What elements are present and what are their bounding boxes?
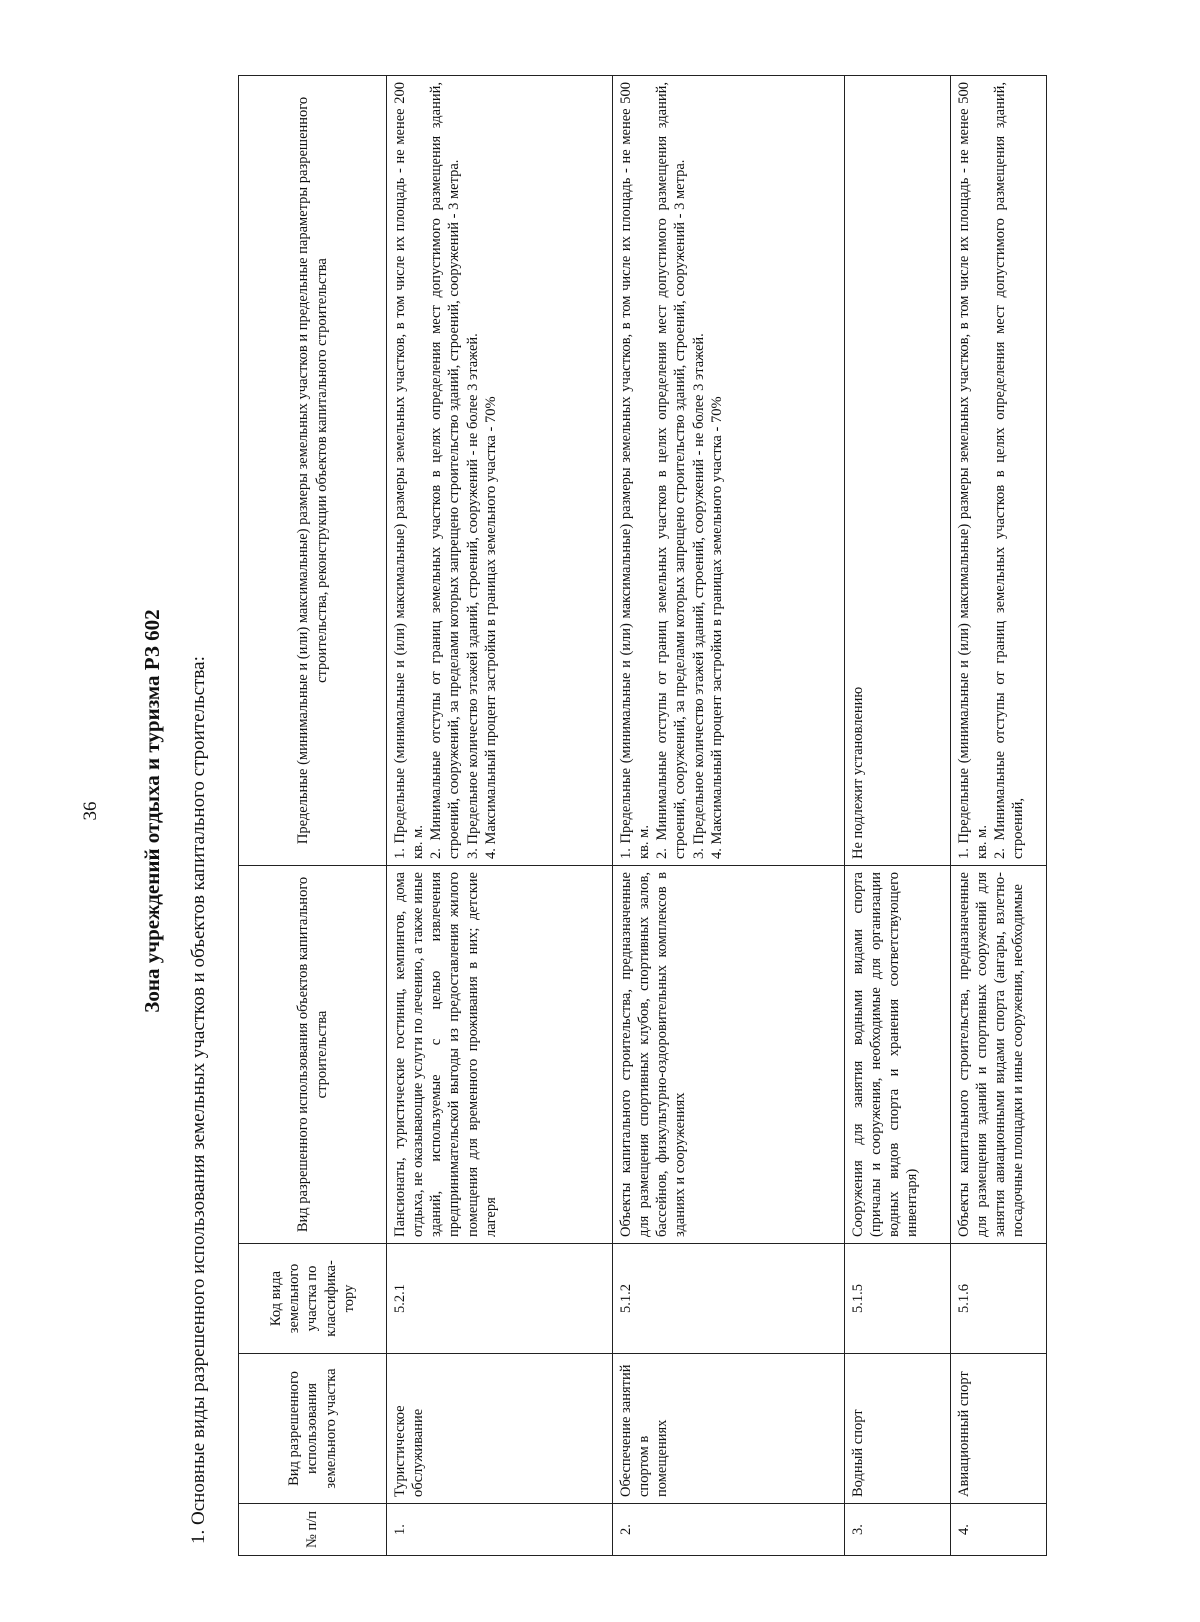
row-parameters	[845, 76, 951, 866]
param-line: 2. Минимальные отступы от границ земельных участков в целях определения мест допустимого размещения зданий, строений, сооружений, за пределами которых запрещено строительство зданий, строений, сооружений - 3 метра.	[428, 82, 463, 859]
table-row	[613, 76, 845, 1556]
param-line: Не подлежит установлению	[850, 686, 866, 859]
header-land-use: Вид разрешенного использования земельного участка	[239, 1354, 387, 1504]
param-line: 2. Минимальные отступы от границ земельных участков в целях определения мест допустимого размещения зданий, строений, сооружений, за пределами которых запрещено строительство зданий, строений, сооружений - 3 метра.	[654, 82, 689, 859]
row-code: 5.1.5	[845, 1244, 951, 1354]
row-object-use: Сооружения для занятия водными видами спорта (причалы и сооружения, необходимые для организации водных видов спорта и хранения соответствующего инвентаря)	[845, 866, 951, 1244]
table-row	[387, 76, 613, 1556]
row-code: 5.1.6	[951, 1244, 1047, 1354]
row-land-use: Авиационный спорт	[951, 1354, 1047, 1504]
header-num: № п/п	[239, 1504, 387, 1556]
param-line: 1. Предельные (минимальные и (или) максимальные) размеры земельных участков, в том числе их площадь - не менее 500 кв. м.	[956, 82, 991, 859]
zone-title: Зона учреждений отдыха и туризма РЗ 602	[140, 609, 164, 1013]
row-land-use: Обеспечение занятий спортом в помещениях	[613, 1354, 845, 1504]
table-row	[845, 76, 951, 1556]
section-subtitle: 1. Основные виды разрешенного использования земельных участков и объектов капитального строительства:	[188, 656, 209, 1544]
row-num: 1.	[387, 1504, 613, 1556]
row-num: 4.	[951, 1504, 1047, 1556]
table-header-row	[239, 76, 387, 1556]
row-parameters	[387, 76, 613, 866]
row-code: 5.1.2	[613, 1244, 845, 1354]
page-number: 36	[80, 801, 101, 821]
regulations-table	[238, 75, 1047, 1556]
row-object-use: Объекты капитального строительства, предназначенные для размещения зданий и спортивных сооружений для занятия авиационными видами спорта (ангары, взлетно-посадочные площадки и иные сооружения, необходимые	[951, 866, 1047, 1244]
param-line: 4. Максимальный процент застройки в границах земельного участка - 70%	[708, 396, 725, 859]
row-parameters	[951, 76, 1047, 866]
row-num: 3.	[845, 1504, 951, 1556]
param-line: 1. Предельные (минимальные и (или) максимальные) размеры земельных участков, в том числе их площадь - не менее 200 кв. м.	[392, 82, 427, 859]
param-line: 1. Предельные (минимальные и (или) максимальные) размеры земельных участков, в том числе их площадь - не менее 500 кв. м.	[618, 82, 653, 859]
header-parameters: Предельные (минимальные и (или) максимальные) размеры земельных участков и предельные параметры разрешенного строительства, реконструкции объектов капитального строительства	[239, 76, 387, 866]
param-line: 2. Минимальные отступы от границ земельных участков в целях определения мест допустимого размещения зданий, строений,	[992, 82, 1027, 859]
row-code: 5.2.1	[387, 1244, 613, 1354]
row-parameters	[613, 76, 845, 866]
table-row	[951, 76, 1047, 1556]
param-line: 3. Предельное количество этажей зданий, строений, сооружений - не более 3 этажей.	[690, 333, 707, 859]
param-line: 4. Максимальный процент застройки в границах земельного участка - 70%	[482, 396, 499, 859]
row-object-use: Объекты капитального строительства, предназначенные для размещения спортивных клубов, спортивных залов, бассейнов, физкультурно-оздоровительных комплексов в зданиях и сооружениях	[613, 866, 845, 1244]
row-land-use: Туристическое обслуживание	[387, 1354, 613, 1504]
row-num: 2.	[613, 1504, 845, 1556]
header-object-use: Вид разрешенного использования объектов капитального строительства	[239, 866, 387, 1244]
param-line: 3. Предельное количество этажей зданий, строений, сооружений - не более 3 этажей.	[464, 333, 481, 859]
header-code: Код вида земельного участка по классифика-тору	[239, 1244, 387, 1354]
rotated-content	[70, 56, 1130, 1566]
row-land-use: Водный спорт	[845, 1354, 951, 1504]
row-object-use: Пансионаты, туристические гостиниц, кемпингов, дома отдыха, не оказывающие услуги по лечению, а также иные зданий, используемые с целью извлечения предпринимательской выгоды из предоставления жилого помещения для временного проживания в них; детские лагеря	[387, 866, 613, 1244]
